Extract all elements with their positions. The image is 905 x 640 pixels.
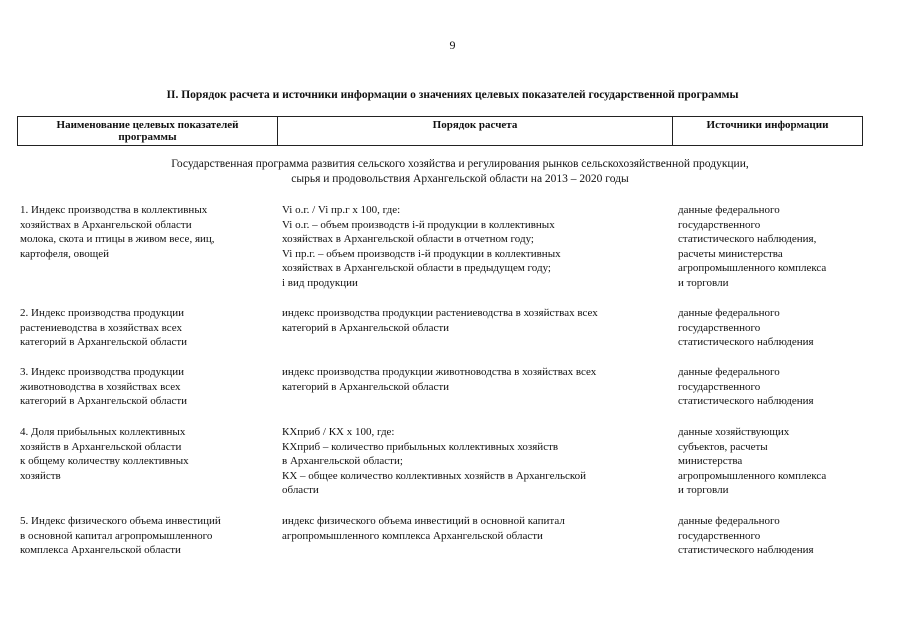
calculation-order: индекс производства продукции животноводства в хозяйствах всех категорий в Архангельской области: [282, 366, 597, 393]
calculation-order: Vi о.г. / Vi пр.г х 100, где: Vi о.г. – объем производств i-й продукции в коллективных хозяйствах в Архангельской области в отчетном году; Vi пр.г. – объем производств i-й продукции в коллективных хозяйствах в Архангельской области в предыдущем году; i вид продукции: [282, 204, 561, 289]
indicator-name: 5. Индекс физического объема инвестиций в основной капитал агропромышленного комплекса Архангельской области: [20, 515, 221, 557]
header-indicator-name: Наименование целевых показателей программы: [18, 117, 278, 145]
indicator-name: 1. Индекс производства в коллективных хозяйствах в Архангельской области молока, скота и птицы в живом весе, яиц, картофеля, овощей: [20, 204, 215, 260]
information-source: данные федерального государственного статистического наблюдения: [678, 366, 814, 408]
calculation-order: КХприб / КХ х 100, где: КХприб – количество прибыльных коллективных хозяйств в Архангельской области; КХ – общее количество коллективных хозяйств в Архангельской области: [282, 426, 587, 497]
page-number: 9: [449, 38, 456, 52]
calculation-order: индекс производства продукции растениеводства в хозяйствах всех категорий в Архангельской области: [282, 307, 598, 334]
information-source: данные федерального государственного статистического наблюдения, расчеты министерства агропромышленного комплекса и торговли: [678, 204, 827, 289]
header-information-sources: Источники информации: [706, 119, 829, 131]
indicator-name: 4. Доля прибыльных коллективных хозяйств в Архангельской области к общему количеству коллективных хозяйств: [20, 426, 189, 482]
information-source: данные федерального государственного статистического наблюдения: [678, 515, 814, 557]
information-source: данные хозяйствующих субъектов, расчеты министерства агропромышленного комплекса и торговли: [678, 426, 827, 497]
program-title: Государственная программа развития сельского хозяйства и регулирования рынков сельскохозяйственной продукции, сырья и продовольствия Архангельской области на 2013 – 2020 годы: [171, 158, 749, 185]
header-calculation-order: Порядок расчета: [278, 117, 673, 145]
indicator-name: 2. Индекс производства продукции растениеводства в хозяйствах всех категорий в Архангельской области: [20, 307, 188, 349]
section-title: II. Порядок расчета и источники информации о значениях целевых показателей государственной программы: [166, 89, 739, 101]
indicator-name: 3. Индекс производства продукции животноводства в хозяйствах всех категорий в Архангельской области: [20, 366, 188, 408]
calculation-order: индекс физического объема инвестиций в основной капитал агропромышленного комплекса Архангельской области: [282, 515, 565, 542]
information-source: данные федерального государственного статистического наблюдения: [678, 307, 814, 349]
